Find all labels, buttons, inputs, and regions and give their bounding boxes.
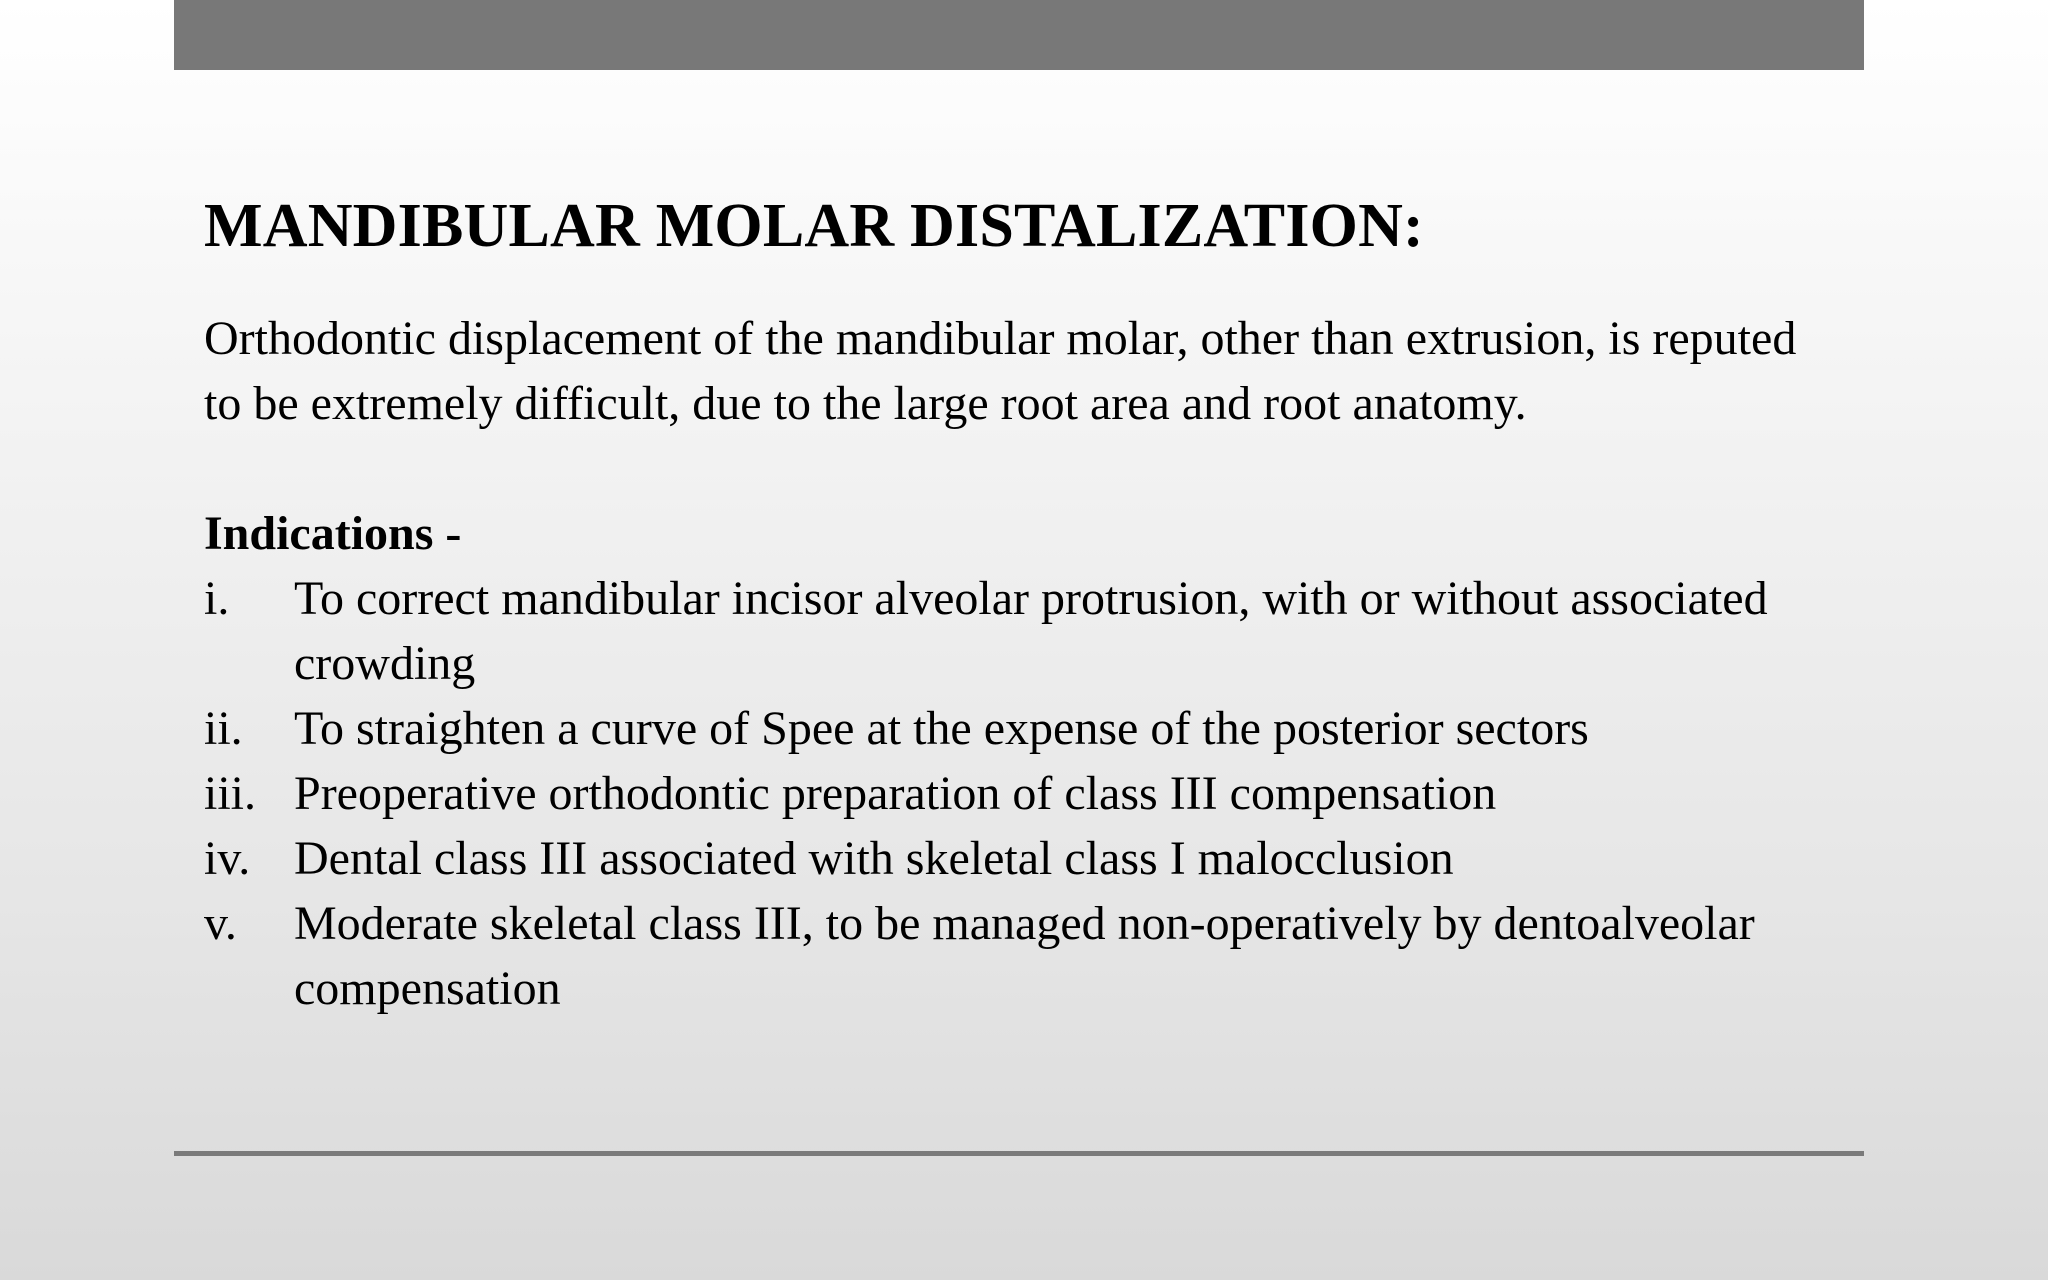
indication-number: v.: [204, 897, 237, 950]
indication-item: [204, 891, 1794, 1021]
indication-item: [204, 696, 1794, 761]
indication-text: To correct mandibular incisor alveolar protrusion, with or without associated crowding: [294, 572, 1768, 690]
indication-item: [204, 566, 1794, 696]
top-accent-bar: [174, 0, 1864, 70]
indication-number: ii.: [204, 702, 243, 755]
indication-item: [204, 826, 1794, 891]
indication-text: Dental class III associated with skeletal class I malocclusion: [294, 832, 1454, 885]
indication-number: i.: [204, 572, 230, 625]
bottom-divider: [174, 1151, 1864, 1156]
intro-paragraph: Orthodontic displacement of the mandibular molar, other than extrusion, is reputed to be extremely difficult, due to the large root area and root anatomy.: [204, 312, 1797, 430]
indication-number: iv.: [204, 832, 251, 885]
indications-list: [204, 566, 1844, 1021]
indication-number: iii.: [204, 767, 257, 820]
indication-item: [204, 761, 1794, 826]
indications-heading: Indications -: [204, 507, 462, 560]
indication-text: Preoperative orthodontic preparation of class III compensation: [294, 767, 1497, 820]
slide-title: MANDIBULAR MOLAR DISTALIZATION:: [204, 192, 1424, 260]
slide-content: [204, 186, 1844, 1021]
indication-text: Moderate skeletal class III, to be managed non-operatively by dentoalveolar compensation: [294, 897, 1755, 1015]
indication-text: To straighten a curve of Spee at the expense of the posterior sectors: [294, 702, 1589, 755]
